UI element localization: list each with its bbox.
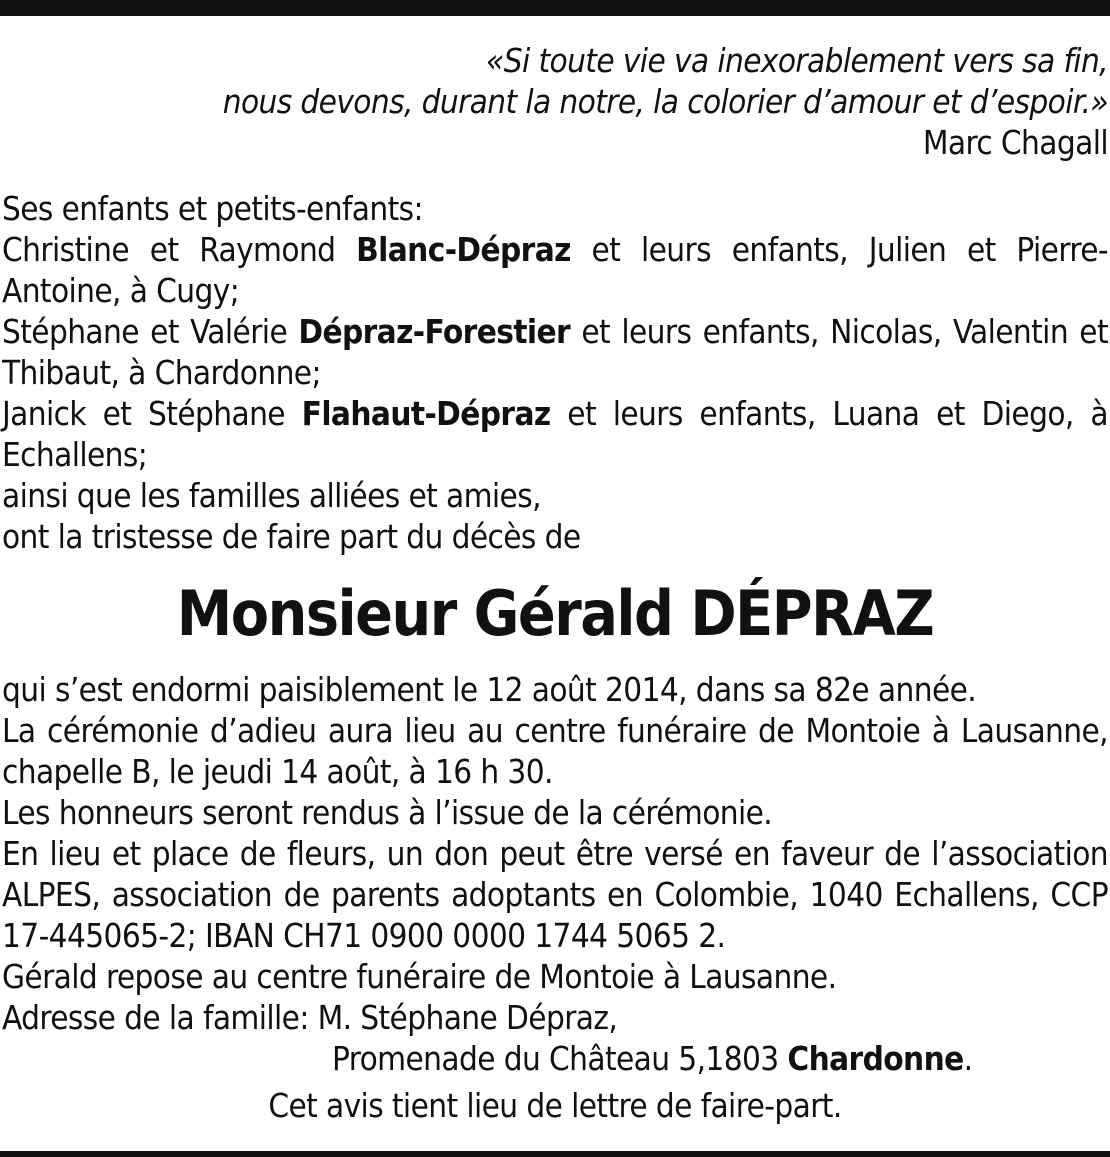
family-intro: Ses enfants et petits-enfants: — [2, 189, 423, 228]
rests-text: Gérald repose au centre funéraire de Montoie à Lausanne. — [2, 957, 837, 996]
address-label: Adresse de la famille: M. Stéphane Dépraz, — [2, 998, 618, 1037]
epigraph — [2, 40, 1108, 163]
bottom-rule — [0, 1151, 1110, 1157]
family-member — [2, 393, 1108, 475]
honours-text: Les honneurs seront rendus à l’issue de la cérémonie. — [2, 793, 773, 832]
epigraph-line-1: «Si toute vie va inexorablement vers sa fin, — [486, 41, 1108, 80]
family-member — [2, 229, 1108, 311]
family-list — [2, 188, 1108, 557]
address-end: . — [963, 1039, 973, 1078]
family-member-surname: Flahaut-Dépraz — [301, 394, 551, 433]
family-member-surname: Blanc-Dépraz — [356, 230, 571, 269]
family-member-prefix: Janick et Stéphane — [2, 394, 302, 433]
address-city: Chardonne — [787, 1039, 964, 1078]
family-member-suffix: et leurs enfants, Luana et Diego, à Echallens; — [2, 394, 1109, 474]
donation-text: En lieu et place de fleurs, un don peut être versé en faveur de l’association ALPES, association de parents adoptants en Colombie, 1040 Echallens, CCP 17-445065-2; IBAN CH71 0900 0000 1744 5065 2. — [2, 834, 1108, 955]
family-member-suffix: et leurs enfants, Nicolas, Valentin et Thibaut, à Chardonne; — [2, 312, 1109, 392]
family-member-suffix: et leurs enfants, Julien et Pierre-Antoine, à Cugy; — [2, 230, 1108, 310]
family-member-prefix: Stéphane et Valérie — [2, 312, 299, 351]
family-allies: ainsi que les familles alliées et amies, — [2, 476, 541, 515]
top-rule — [0, 0, 1110, 16]
ceremony-text: La cérémonie d’adieu aura lieu au centre funéraire de Montoie à Lausanne, chapelle B, le jeudi 14 août, à 16 h 30. — [2, 711, 1108, 791]
address-street: Promenade du Château 5,1803 — [332, 1039, 788, 1078]
family-member-surname: Dépraz-Forestier — [298, 312, 571, 351]
address-street-line — [2, 1038, 1108, 1079]
deceased-name: Monsieur Gérald DÉPRAZ — [176, 577, 934, 650]
family-member-prefix: Christine et Raymond — [2, 230, 357, 269]
epigraph-author: Marc Chagall — [922, 123, 1108, 162]
details — [2, 669, 1108, 1079]
passing-text: qui s’est endormi paisiblement le 12 août 2014, dans sa 82e année. — [2, 670, 977, 709]
epigraph-line-2: nous devons, durant la notre, la colorier d’amour et d’espoir.» — [222, 82, 1108, 121]
closing-note: Cet avis tient lieu de lettre de faire-part. — [268, 1086, 842, 1125]
family-member — [2, 311, 1108, 393]
obituary-notice — [2, 40, 1108, 1126]
family-announcement: ont la tristesse de faire part du décès de — [2, 517, 581, 556]
